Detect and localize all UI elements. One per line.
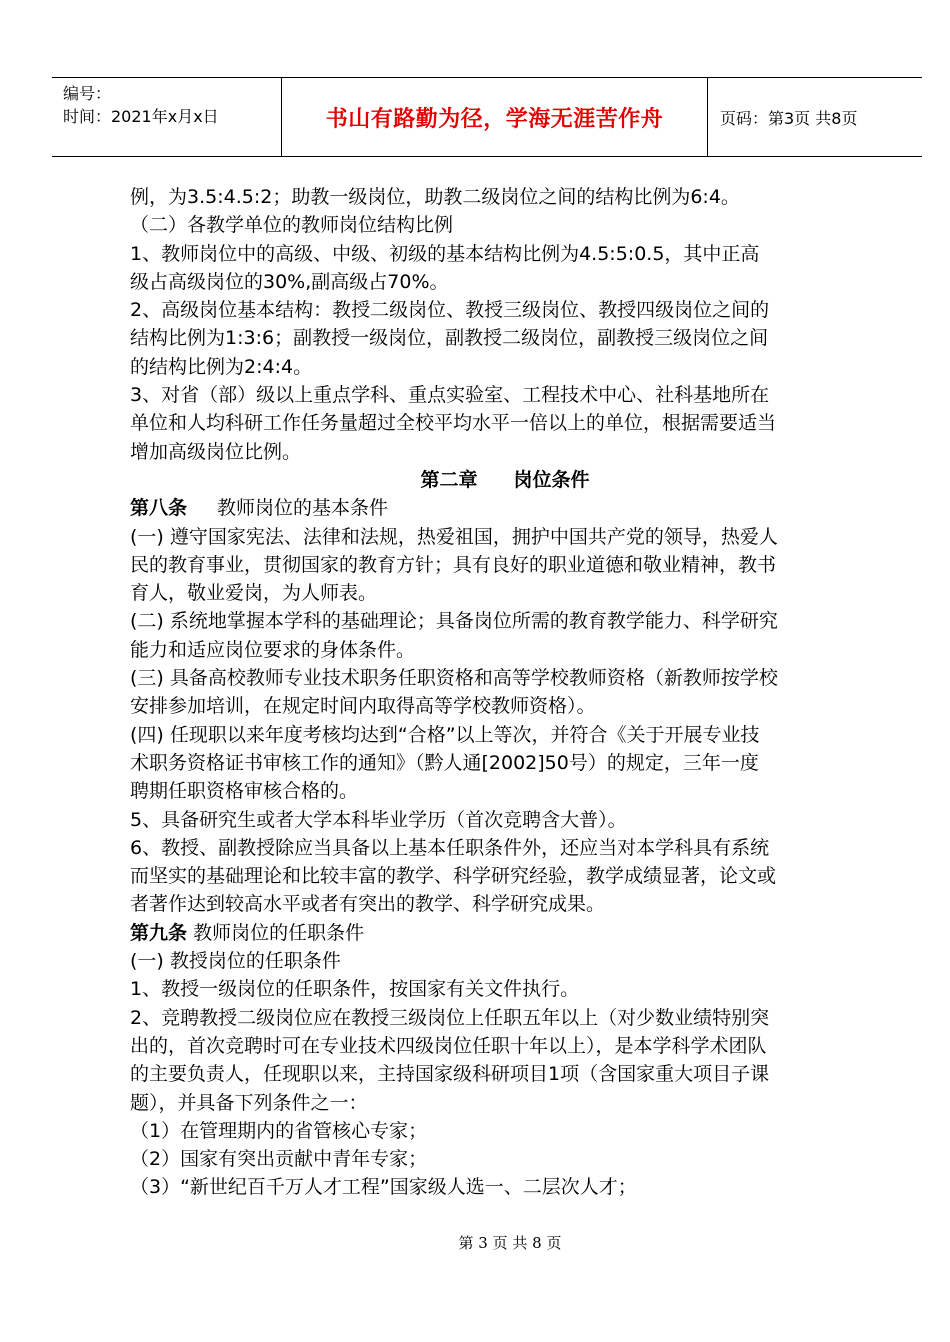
chapter-heading bbox=[130, 466, 880, 494]
document-number-label: 编号： bbox=[63, 84, 112, 103]
header-page-info: 页码：第3页 共8页 bbox=[720, 108, 858, 128]
paragraph-line: 6、教授、副教授除应当具备以上基本任职条件外，还应当对本学科具有系统 bbox=[130, 836, 770, 859]
paragraph-line: （二）各教学单位的教师岗位结构比例 bbox=[130, 214, 454, 237]
paragraph-line: 级占高级岗位的30%,副高级占70%。 bbox=[130, 270, 449, 293]
paragraph-line: 例，为3.5:4.5:2；助教一级岗位，助教二级岗位之间的结构比例为6:4。 bbox=[130, 186, 740, 208]
paragraph-line: (二) 系统地掌握本学科的基础理论；具备岗位所需的教育教学能力、科学研究 bbox=[130, 610, 778, 633]
chapter-number: 第二章 bbox=[420, 468, 478, 491]
article-title: 教师岗位的基本条件 bbox=[217, 497, 389, 520]
paragraph-line: 安排参加培训，在规定时间内取得高等学校教师资格）。 bbox=[130, 695, 596, 718]
document-header bbox=[52, 77, 922, 157]
article-number: 第八条 bbox=[130, 497, 188, 520]
paragraph-line: 1、教授一级岗位的任职条件，按国家有关文件执行。 bbox=[130, 978, 580, 1001]
paragraph-line: 而坚实的基础理论和比较丰富的教学、科学研究经验，教学成绩显著，论文或 bbox=[130, 865, 777, 888]
paragraph-line: 3、对省（部）级以上重点学科、重点实验室、工程技术中心、社科基地所在 bbox=[130, 384, 770, 407]
paragraph-line: (四) 任现职以来年度考核均达到“合格”以上等次，并符合《关于开展专业技 bbox=[130, 723, 760, 746]
paragraph-line: 育人，敬业爱岗，为人师表。 bbox=[130, 582, 378, 605]
paragraph-line: 出的，首次竞聘时可在专业技术四级岗位任职十年以上），是本学科学术团队 bbox=[130, 1034, 767, 1057]
paragraph-line: (一) 教授岗位的任职条件 bbox=[130, 950, 341, 973]
document-body bbox=[130, 183, 880, 1202]
paragraph-line: (三) 具备高校教师专业技术职务任职资格和高等学校教师资格（新教师按学校 bbox=[130, 667, 778, 690]
paragraph-line: 的结构比例为2:4:4。 bbox=[130, 355, 313, 378]
header-meta bbox=[52, 78, 282, 156]
page-footer: 第 3 页 共 8 页 bbox=[458, 1234, 562, 1252]
paragraph-line: 的主要负责人，任现职以来，主持国家级科研项目1项（含国家重大项目子课 bbox=[130, 1063, 770, 1086]
paragraph-line: 者著作达到较高水平或者有突出的教学、科学研究成果。 bbox=[130, 893, 606, 916]
paragraph-line: 单位和人均科研工作任务量超过全校平均水平一倍以上的单位，根据需要适当 bbox=[130, 412, 777, 435]
paragraph-line: 2、竞聘教授二级岗位应在教授三级岗位上任职五年以上（对少数业绩特别突 bbox=[130, 1006, 770, 1029]
paragraph-line: 聘期任职资格审核合格的。 bbox=[130, 780, 359, 803]
paragraph-line: （1）在管理期内的省管核心专家； bbox=[130, 1119, 428, 1142]
paragraph-line: 增加高级岗位比例。 bbox=[130, 440, 302, 463]
paragraph-line: (一) 遵守国家宪法、法律和法规，热爱祖国，拥护中国共产党的领导，热爱人 bbox=[130, 525, 778, 548]
paragraph-line: （2）国家有突出贡献中青年专家； bbox=[130, 1148, 428, 1171]
paragraph-line: 1、教师岗位中的高级、中级、初级的基本结构比例为4.5:5:0.5，其中正高 bbox=[130, 242, 760, 265]
article-number: 第九条 bbox=[130, 921, 188, 944]
article-title: 教师岗位的任职条件 bbox=[193, 921, 365, 944]
paragraph-line: 题），并具备下列条件之一： bbox=[130, 1091, 368, 1114]
header-motto: 书山有路勤为径，学海无涯苦作舟 bbox=[282, 78, 708, 156]
document-time-label: 时间：2021年x月x日 bbox=[63, 107, 219, 126]
article-heading bbox=[130, 919, 880, 947]
article-heading bbox=[130, 494, 880, 522]
chapter-title: 岗位条件 bbox=[513, 468, 590, 491]
paragraph-line: 结构比例为1:3:6；副教授一级岗位，副教授二级岗位，副教授三级岗位之间 bbox=[130, 327, 769, 350]
paragraph-line: 2、高级岗位基本结构：教授二级岗位、教授三级岗位、教授四级岗位之间的 bbox=[130, 299, 770, 322]
paragraph-line: （3）“新世纪百千万人才工程”国家级人选一、二层次人才； bbox=[130, 1176, 637, 1199]
paragraph-line: 能力和适应岗位要求的身体条件。 bbox=[130, 638, 416, 661]
paragraph-line: 5、具备研究生或者大学本科毕业学历（首次竞聘含大普）。 bbox=[130, 808, 627, 831]
paragraph-line: 术职务资格证书审核工作的通知》（黔人通[2002]50号）的规定，三年一度 bbox=[130, 751, 759, 774]
paragraph-line: 民的教育事业，贯彻国家的教育方针；具有良好的职业道德和敬业精神，教书 bbox=[130, 553, 777, 576]
